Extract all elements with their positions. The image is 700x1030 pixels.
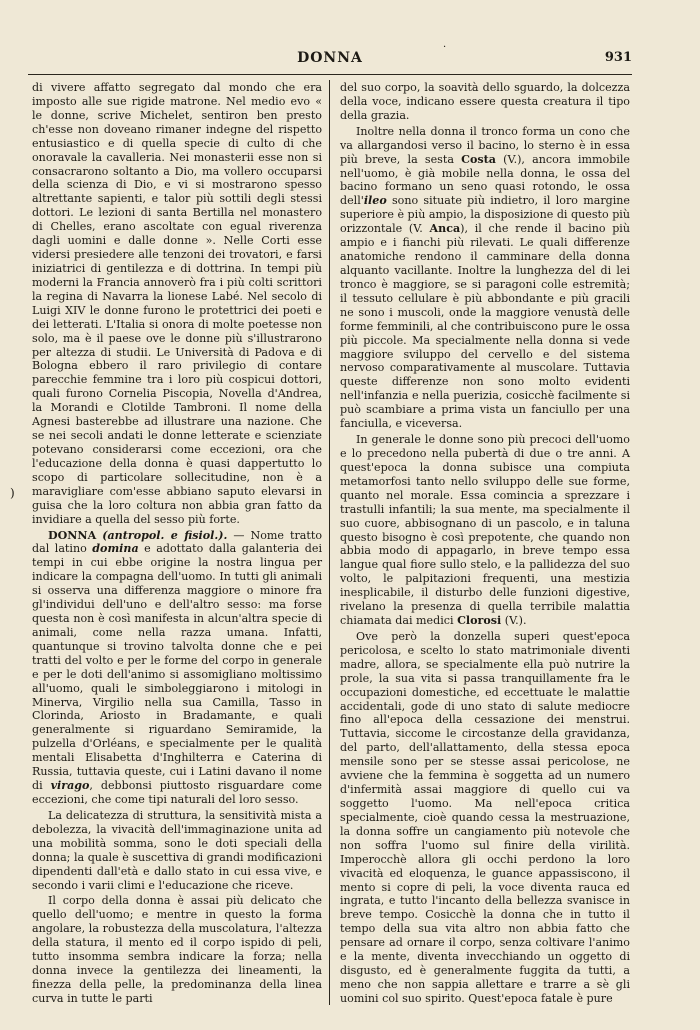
paragraph: Il corpo della donna è assai più delicato che quello dell'uomo; e mentre in questo la forma angolare, la robustezza della muscolatura, l'altezza della statura, il mento ed il corpo ispido di peli, tutto insomma sembra indicare la forza; nella donna invece la gentilezza dei lineamenti, la finezza della pelle, la predominanza della linea curva in tutte le parti	[32, 894, 322, 1005]
text-span: — Nome tratto dal latino	[32, 528, 323, 556]
entry-headword: DONNA	[48, 528, 97, 542]
ink-speck: ·	[443, 42, 447, 53]
text-span: e adottato dalla galanteria dei tempi in cui ebbe origine la nostra lingua per indicare la compagna dell'uomo. In tutti gli animali si osserva una differenza maggiore o minore fra gl'individui dell'uno e dell'altro sesso: ma forse questa non è così manifesta in alcun'altra specie di animali, come nella razza umana. Infatti, quantunque si trovino talvolta donne che e pei tratti del volto e per le forme del corpo in generale e per le doti dell'animo si assomigliano moltissimo all'uomo, quali le simboleggiarono i mitologi in Minerva, Virgilio nella sua Camilla, Tasso in Clorinda, Ariosto in Bradamante, e quali generalmente si riguardano Semiramide, la pulzella d'Orléans, e specialmente per le qualità mentali Elisabetta d'Inghilterra e Caterina di Russia, tuttavia queste, cui i Latini davano il nome di	[32, 542, 322, 793]
text-span: (V.), ancora immobile nell'uomo, è già mobile nella donna, le ossa del bacino formano un seno quasi rotondo, le ossa dell'	[340, 152, 630, 208]
term-virago: virago	[50, 779, 90, 793]
header-title: DONNA	[297, 50, 363, 66]
header-rule	[28, 74, 632, 75]
paragraph	[340, 125, 630, 431]
paragraph: La delicatezza di struttura, la sensitività mista a debolezza, la vivacità dell'immaginazione unita ad una mobilità somma, sono le doti speciali della donna; la quale è suscettiva di grandi modificazioni dipendenti dall'età e dallo stato in cui essa vive, e secondo i varii climi e l'educazione che riceve.	[32, 808, 322, 892]
cross-reference: Costa	[461, 152, 496, 166]
column-divider	[329, 80, 330, 1005]
page-number: 931	[604, 50, 632, 65]
margin-mark: )	[10, 486, 15, 500]
running-header	[28, 50, 632, 70]
paragraph: del suo corpo, la soavità dello sguardo, la dolcezza della voce, indicano essere questa creatura il tipo della grazia.	[340, 81, 630, 122]
term-ileo: ileo	[363, 194, 387, 208]
left-column	[32, 81, 322, 1006]
right-column	[340, 81, 630, 1006]
latin-word: domina	[92, 542, 139, 556]
text-span: sono situate più indietro, il loro margine superiore è più ampio, la disposizione di questo più orizzontale (V.	[340, 194, 630, 236]
text-span: In generale le donne sono più precoci dell'uomo e lo precedono nella pubertà di due o tre anni. A quest'epoca la donna subisce una compiuta metamorfosi tanto nello sviluppo delle sue forme, quanto nel morale. Essa comincia a sprezzare i trastulli infantili; la sua mente, ma specialmente il suo cuore, abbisognano di un pascolo, e in taluna questo bisogno è così prepotente, che quando non abbia modo di appagarlo, in breve tempo essa langue qual fiore sullo stelo, e la pallidezza del suo volto, le palpitazioni frequenti, una mestizia inesplicabile, il disturbo delle funzioni digestive, rivelano la presenza di quella terribile malattia chiamata dai medici	[340, 433, 630, 628]
paragraph	[340, 433, 630, 628]
entry-qualifier: (antropol. e fisiol.).	[102, 528, 228, 542]
text-span: ), il che rende il bacino più ampio e i fianchi più rilevati. Le quali differenze anatomiche rendono il camminare della donna alquanto vacillante. Inoltre la lunghezza del di lei tronco è maggiore, se si paragoni colle estremità; il tessuto cellulare è più abbondante e più gracili ne sono i muscoli, onde la maggiore venustà delle forme femminili, al che contribuiscono pure le ossa più piccole. Ma specialmente nella donna si vede maggiore sviluppo del cervello e del sistema nervoso comparativamente al muscolare. Tuttavia queste differenze non sono molto evidenti nell'infanzia e nella puerizia, cosicchè facilmente si può scambiare a prima vista un fanciullo per una fanciulla, e viceversa.	[340, 222, 630, 431]
paragraph: di vivere affatto segregato dal mondo che era imposto alle sue rigide matrone. Nel medio evo « le donne, scrive Michelet, sentiron ben presto ch'esse non doveano rimaner indegne del rispetto entusiastico e di quella specie di culto di che onoravale la cavalleria. Nei monasterii esse non si consacrarono soltanto a Dio, ma vollero occuparsi della scienza di Dio, e vi si mostrarono spesso altrettante sapienti, e talor più sottili degli stessi dottori. Le lezioni di santa Bertilla nel monastero di Chelles, erano ascoltate con egual riverenza dagli uomini e dalle donne ». Nelle Corti esse vidersi presiedere alle tenzoni dei trovatori, e farsi iniziatrici di gentilezza e di dottrina. In tempi più moderni la Francia annoverò fra i più colti scrittori la regina di Navarra la lionese Labé. Nel secolo di Luigi XIV le donne furono le protettrici dei poeti e dei letterati. L'Italia si onora di molte poetesse non solo, ma è il paese ove le donne più s'illustrarono per altezza di studii. Le Università di Padova e di Bologna ebbero il raro privilegio di contare parecchie femmine tra i loro più cospicui dottori, quali furono Cornelia Piscopia, Novella d'Andrea, la Morandi e Clotilde Tambroni. Il nome della Agnesi basterebbe ad illustrare una nazione. Che se nei secoli andati le donne letterate e scienziate potevano considerarsi come eccezioni, ora che l'educazione della donna è quasi dappertutto lo scopo di particolare sollecitudine, non è a maravigliare com'esse abbiano saputo elevarsi in guisa che la loro coltura non abbia gran fatto da invidiare a quella del sesso più forte.	[32, 81, 322, 526]
paragraph: Ove però la donzella superi quest'epoca pericolosa, e scelto lo stato matrimoniale diventi madre, allora, se specialmente ella può nutrire la prole, la sua vita si passa tranquillamente fra le occupazioni domestiche, ed eccettuate le malattie accidentali, gode di uno stato di salute mediocre fino all'epoca della cessazione dei menstrui. Tuttavia, siccome le circostanze della gravidanza, del parto, dell'allattamento, della stessa epoca mensile sono per se stesse assai pericolose, ne avviene che la femmina è soggetta ad un numero d'infermità assai maggiore di quello cui va soggetto l'uomo. Ma nell'epoca critica specialmente, cioè quando cessa la mestruazione, la donna soffre un cangiamento più notevole che non soffra l'uomo sul finire della virilità. Imperocchè allora gli occhi perdono la loro vivacità ed eloquenza, le guance appassiscono, il mento si copre di peli, la voce diventa rauca ed ingrata, e tutto l'incanto della bellezza svanisce in breve tempo. Cosicchè la donna che in tutto il tempo della sua vita altro non abbia fatto che pensare ad ornare il corpo, senza coltivare l'animo e la mente, diventa invecchiando un oggetto di disgusto, ed è generalmente fuggita da tutti, a meno che non sappia allettare e trarre a sè gli uomini col suo spirito. Quest'epoca fatale è pure	[340, 629, 630, 1005]
cross-reference: Anca	[429, 222, 461, 236]
text-span: (V.).	[501, 614, 527, 628]
text-span: Inoltre nella donna il tronco forma un cono che va allargandosi verso il bacino, lo sterno è in essa più breve, la sesta	[340, 124, 630, 166]
cross-reference: Clorosi	[457, 614, 502, 628]
entry-paragraph	[32, 529, 322, 807]
text-span: , debbonsi piuttosto risguardare come eccezioni, che come tipi naturali del loro sesso.	[32, 779, 322, 807]
